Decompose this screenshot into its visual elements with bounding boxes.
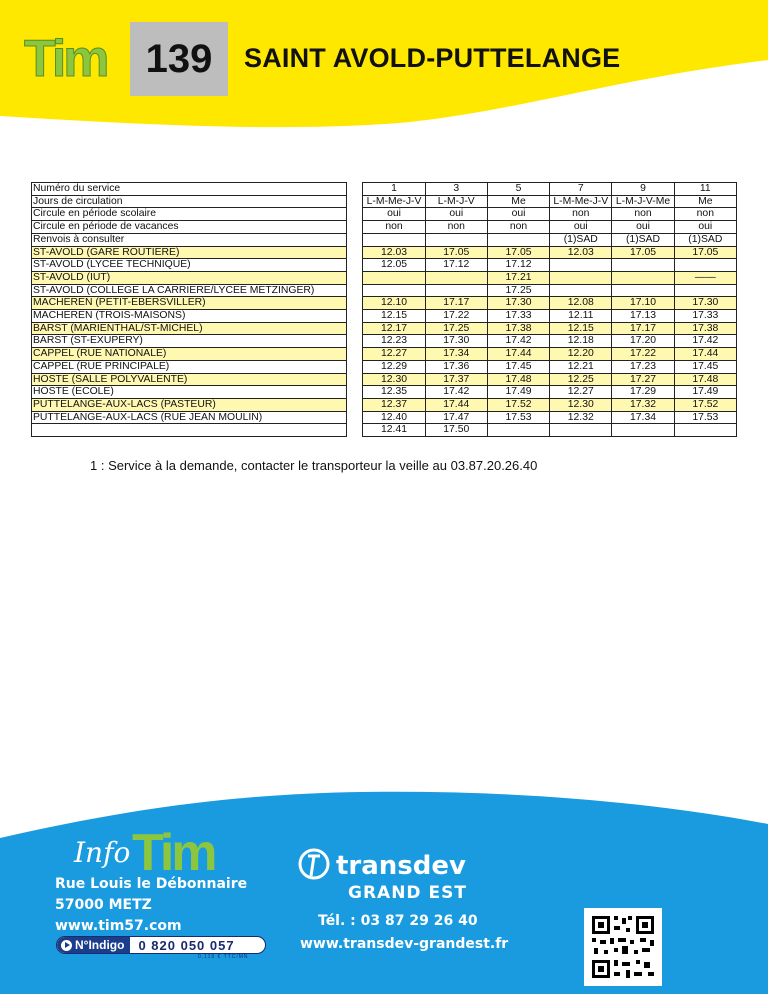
- time-cell: 17.05: [487, 246, 549, 259]
- time-cell: 12.27: [363, 348, 425, 361]
- qr-code-icon[interactable]: [584, 908, 662, 986]
- time-cell: [674, 259, 736, 272]
- address-website[interactable]: www.tim57.com: [55, 918, 182, 934]
- time-cell: 17.30: [487, 297, 549, 310]
- time-cell: L-M-Me-J-V: [550, 195, 612, 208]
- stop-row: [32, 373, 737, 386]
- stop-row: [32, 259, 737, 272]
- row-label: PUTTELANGE-AUX-LACS (PASTEUR): [32, 398, 347, 411]
- time-cell: 12.21: [550, 360, 612, 373]
- transdev-website[interactable]: www.transdev-grandest.fr: [300, 936, 509, 952]
- stop-row: [32, 424, 737, 437]
- time-cell: 17.32: [612, 398, 674, 411]
- spacer-cell: [347, 360, 363, 373]
- time-cell: [550, 284, 612, 297]
- timetable: [31, 182, 737, 437]
- meta-row: [32, 195, 737, 208]
- time-cell: 12.32: [550, 411, 612, 424]
- time-cell: ——: [674, 271, 736, 284]
- row-label: HOSTE (ECOLE): [32, 386, 347, 399]
- stop-row: [32, 310, 737, 323]
- time-cell: Me: [487, 195, 549, 208]
- time-cell: 12.17: [363, 322, 425, 335]
- time-cell: 17.36: [425, 360, 487, 373]
- row-label: Renvois à consulter: [32, 233, 347, 246]
- time-cell: [363, 284, 425, 297]
- time-cell: Me: [674, 195, 736, 208]
- address-city: 57000 METZ: [55, 897, 152, 913]
- time-cell: non: [363, 221, 425, 234]
- play-arrow-icon: [61, 940, 72, 951]
- time-cell: 17.33: [487, 310, 549, 323]
- time-cell: [612, 259, 674, 272]
- transdev-phone: Tél. : 03 87 29 26 40: [318, 913, 478, 929]
- row-label: Circule en période scolaire: [32, 208, 347, 221]
- time-cell: 12.25: [550, 373, 612, 386]
- time-cell: 17.05: [612, 246, 674, 259]
- time-cell: 17.49: [487, 386, 549, 399]
- indigo-number-badge: [56, 936, 266, 954]
- time-cell: 17.42: [487, 335, 549, 348]
- route-title: SAINT AVOLD-PUTTELANGE: [244, 43, 621, 73]
- meta-row: [32, 221, 737, 234]
- time-cell: 17.22: [612, 348, 674, 361]
- time-cell: 17.38: [487, 322, 549, 335]
- time-cell: 17.44: [674, 348, 736, 361]
- time-cell: 12.10: [363, 297, 425, 310]
- row-label: BARST (MARIENTHAL/ST-MICHEL): [32, 322, 347, 335]
- time-cell: 5: [487, 183, 549, 196]
- time-cell: 17.17: [612, 322, 674, 335]
- address-street: Rue Louis le Débonnaire: [55, 876, 248, 892]
- spacer-cell: [347, 183, 363, 196]
- stop-row: [32, 411, 737, 424]
- time-cell: 17.38: [674, 322, 736, 335]
- time-cell: 17.22: [425, 310, 487, 323]
- footnote: 1 : Service à la demande, contacter le transporteur la veille au 03.87.20.26.40: [90, 458, 538, 473]
- time-cell: 17.10: [612, 297, 674, 310]
- time-cell: oui: [612, 221, 674, 234]
- time-cell: [674, 424, 736, 437]
- svg-text:Tim: Tim: [24, 30, 107, 82]
- time-cell: 17.33: [674, 310, 736, 323]
- time-cell: 17.12: [425, 259, 487, 272]
- spacer-cell: [347, 297, 363, 310]
- route-number: 139: [145, 36, 213, 81]
- spacer-cell: [347, 424, 363, 437]
- time-cell: 17.30: [674, 297, 736, 310]
- indigo-price: 0,119 € TTC/MN: [198, 954, 249, 960]
- transdev-name: transdev: [336, 851, 466, 881]
- spacer-cell: [347, 233, 363, 246]
- time-cell: [425, 233, 487, 246]
- spacer-cell: [347, 208, 363, 221]
- time-cell: 17.48: [487, 373, 549, 386]
- time-cell: 12.20: [550, 348, 612, 361]
- transdev-region: GRAND EST: [348, 883, 467, 903]
- time-cell: 17.42: [425, 386, 487, 399]
- time-cell: 17.20: [612, 335, 674, 348]
- address-block: [55, 874, 247, 937]
- time-cell: 17.44: [425, 398, 487, 411]
- time-cell: [612, 271, 674, 284]
- time-cell: 12.08: [550, 297, 612, 310]
- time-cell: 17.34: [425, 348, 487, 361]
- transdev-logo: [296, 846, 476, 906]
- spacer-cell: [347, 373, 363, 386]
- stop-row: [32, 386, 737, 399]
- time-cell: [612, 424, 674, 437]
- time-cell: non: [674, 208, 736, 221]
- time-cell: [487, 424, 549, 437]
- time-cell: 17.30: [425, 335, 487, 348]
- time-cell: (1)SAD: [550, 233, 612, 246]
- indigo-label-box: [57, 937, 130, 953]
- row-label: CAPPEL (RUE NATIONALE): [32, 348, 347, 361]
- time-cell: 12.29: [363, 360, 425, 373]
- time-cell: 12.03: [363, 246, 425, 259]
- time-cell: 1: [363, 183, 425, 196]
- time-cell: [363, 271, 425, 284]
- info-tim-text: Tim: [132, 824, 215, 874]
- spacer-cell: [347, 386, 363, 399]
- time-cell: 17.12: [487, 259, 549, 272]
- spacer-cell: [347, 271, 363, 284]
- spacer-cell: [347, 246, 363, 259]
- time-cell: L-M-J-V-Me: [612, 195, 674, 208]
- time-cell: 17.45: [674, 360, 736, 373]
- time-cell: 12.18: [550, 335, 612, 348]
- row-label: PUTTELANGE-AUX-LACS (RUE JEAN MOULIN): [32, 411, 347, 424]
- time-cell: (1)SAD: [612, 233, 674, 246]
- time-cell: 17.23: [612, 360, 674, 373]
- time-cell: 17.21: [487, 271, 549, 284]
- spacer-cell: [347, 195, 363, 208]
- row-label: [32, 424, 347, 437]
- time-cell: [425, 271, 487, 284]
- time-cell: L-M-Me-J-V: [363, 195, 425, 208]
- time-cell: [487, 233, 549, 246]
- row-label: BARST (ST-EXUPERY): [32, 335, 347, 348]
- meta-row: [32, 183, 737, 196]
- time-cell: 12.30: [363, 373, 425, 386]
- stop-row: [32, 398, 737, 411]
- time-cell: 17.52: [674, 398, 736, 411]
- time-cell: 17.05: [425, 246, 487, 259]
- time-cell: oui: [487, 208, 549, 221]
- time-cell: oui: [363, 208, 425, 221]
- time-cell: 17.53: [674, 411, 736, 424]
- stop-row: [32, 348, 737, 361]
- meta-row: [32, 208, 737, 221]
- time-cell: 17.45: [487, 360, 549, 373]
- time-cell: 17.50: [425, 424, 487, 437]
- row-label: MACHEREN (TROIS-MAISONS): [32, 310, 347, 323]
- time-cell: 17.48: [674, 373, 736, 386]
- spacer-cell: [347, 335, 363, 348]
- timetable-body: [32, 183, 737, 437]
- info-script: Info: [74, 836, 131, 869]
- row-label: Circule en période de vacances: [32, 221, 347, 234]
- time-cell: 17.25: [425, 322, 487, 335]
- time-cell: 17.42: [674, 335, 736, 348]
- time-cell: 7: [550, 183, 612, 196]
- time-cell: (1)SAD: [674, 233, 736, 246]
- row-label: CAPPEL (RUE PRINCIPALE): [32, 360, 347, 373]
- time-cell: 12.11: [550, 310, 612, 323]
- stop-row: [32, 322, 737, 335]
- time-cell: 17.13: [612, 310, 674, 323]
- time-cell: [612, 284, 674, 297]
- route-number-box: [130, 22, 228, 96]
- spacer-cell: [347, 259, 363, 272]
- time-cell: 17.49: [674, 386, 736, 399]
- spacer-cell: [347, 411, 363, 424]
- stop-row: [32, 284, 737, 297]
- time-cell: 17.34: [612, 411, 674, 424]
- time-cell: 11: [674, 183, 736, 196]
- spacer-cell: [347, 398, 363, 411]
- time-cell: 12.05: [363, 259, 425, 272]
- time-cell: 12.40: [363, 411, 425, 424]
- time-cell: 12.27: [550, 386, 612, 399]
- time-cell: 17.25: [487, 284, 549, 297]
- time-cell: [363, 233, 425, 246]
- time-cell: [550, 271, 612, 284]
- time-cell: [425, 284, 487, 297]
- time-cell: 12.23: [363, 335, 425, 348]
- time-cell: oui: [674, 221, 736, 234]
- time-cell: 12.37: [363, 398, 425, 411]
- time-cell: [550, 259, 612, 272]
- time-cell: non: [550, 208, 612, 221]
- time-cell: L-M-J-V: [425, 195, 487, 208]
- time-cell: 17.29: [612, 386, 674, 399]
- time-cell: 17.53: [487, 411, 549, 424]
- time-cell: 17.47: [425, 411, 487, 424]
- time-cell: non: [425, 221, 487, 234]
- meta-row: [32, 233, 737, 246]
- stop-row: [32, 360, 737, 373]
- time-cell: non: [612, 208, 674, 221]
- time-cell: 17.05: [674, 246, 736, 259]
- time-cell: 12.15: [550, 322, 612, 335]
- row-label: HOSTE (SALLE POLYVALENTE): [32, 373, 347, 386]
- row-label: ST-AVOLD (IUT): [32, 271, 347, 284]
- spacer-cell: [347, 284, 363, 297]
- row-label: ST-AVOLD (GARE ROUTIERE): [32, 246, 347, 259]
- stop-row: [32, 271, 737, 284]
- tim-logo: [22, 30, 130, 82]
- time-cell: 17.27: [612, 373, 674, 386]
- time-cell: 9: [612, 183, 674, 196]
- time-cell: oui: [550, 221, 612, 234]
- time-cell: 3: [425, 183, 487, 196]
- row-label: Numéro du service: [32, 183, 347, 196]
- time-cell: 17.44: [487, 348, 549, 361]
- indigo-label: N°Indigo: [75, 938, 125, 952]
- row-label: ST-AVOLD (COLLEGE LA CARRIERE/LYCEE METZINGER): [32, 284, 347, 297]
- time-cell: 12.15: [363, 310, 425, 323]
- time-cell: [674, 284, 736, 297]
- time-cell: non: [487, 221, 549, 234]
- time-cell: 12.30: [550, 398, 612, 411]
- time-cell: 17.17: [425, 297, 487, 310]
- time-cell: 17.52: [487, 398, 549, 411]
- row-label: Jours de circulation: [32, 195, 347, 208]
- time-cell: 17.37: [425, 373, 487, 386]
- spacer-cell: [347, 348, 363, 361]
- info-tim-logo: [72, 822, 222, 874]
- spacer-cell: [347, 310, 363, 323]
- row-label: ST-AVOLD (LYCEE TECHNIQUE): [32, 259, 347, 272]
- time-cell: [550, 424, 612, 437]
- time-cell: 12.41: [363, 424, 425, 437]
- spacer-cell: [347, 322, 363, 335]
- indigo-phone: 0 820 050 057: [138, 937, 235, 953]
- stop-row: [32, 246, 737, 259]
- time-cell: oui: [425, 208, 487, 221]
- row-label: MACHEREN (PETIT-EBERSVILLER): [32, 297, 347, 310]
- time-cell: 12.35: [363, 386, 425, 399]
- time-cell: 12.03: [550, 246, 612, 259]
- spacer-cell: [347, 221, 363, 234]
- stop-row: [32, 335, 737, 348]
- stop-row: [32, 297, 737, 310]
